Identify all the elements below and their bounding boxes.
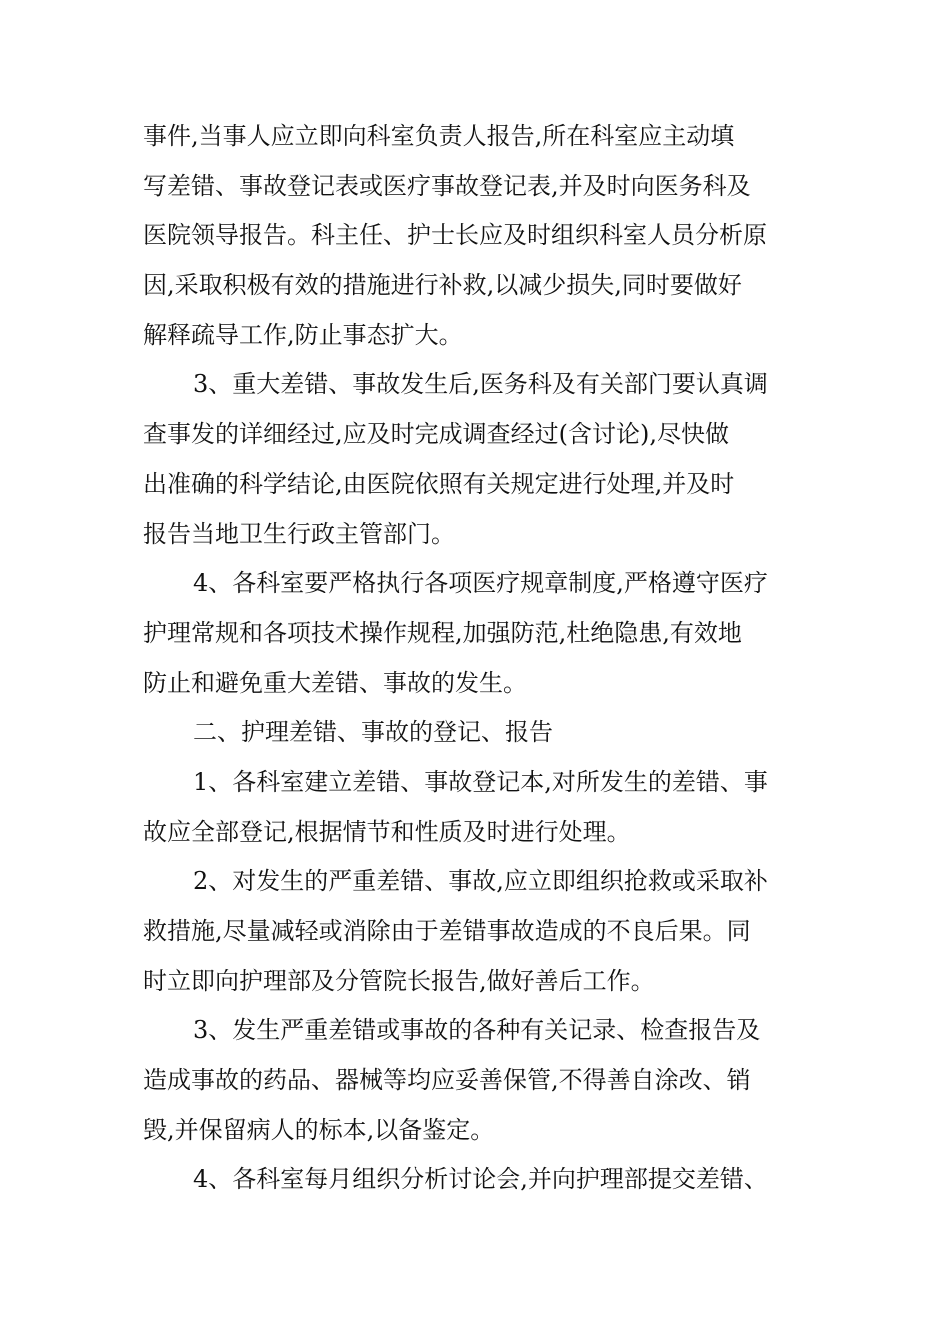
text-line: 出准确的科学结论,由医院依照有关规定进行处理,并及时: [143, 469, 735, 498]
text-line: 医院领导报告。科主任、护士长应及时组织科室人员分析原: [143, 221, 767, 250]
text-line: 因,采取积极有效的措施进行补救,以减少损失,同时要做好: [143, 271, 742, 300]
text-line: 故应全部登记,根据情节和性质及时进行处理。: [143, 817, 631, 846]
paragraph-start-line: 4、各科室要严格执行各项医疗规章制度,严格遵守医疗: [193, 569, 768, 598]
section-heading: 二、护理差错、事故的登记、报告: [193, 718, 553, 747]
text-line: 查事发的详细经过,应及时完成调查经过(含讨论),尽快做: [143, 420, 729, 449]
paragraph-start-line: 2、对发生的严重差错、事故,应立即组织抢救或采取补: [193, 867, 768, 896]
text-line: 时立即向护理部及分管院长报告,做好善后工作。: [143, 966, 655, 995]
paragraph-start-line: 3、发生严重差错或事故的各种有关记录、检查报告及: [193, 1016, 761, 1045]
paragraph-start-line: 1、各科室建立差错、事故登记本,对所发生的差错、事: [193, 767, 768, 796]
text-line: 救措施,尽量减轻或消除由于差错事故造成的不良后果。同: [143, 917, 751, 945]
text-line: 报告当地卫生行政主管部门。: [143, 519, 455, 548]
text-line: 解释疏导工作,防止事态扩大。: [143, 320, 463, 349]
text-line: 防止和避免重大差错、事故的发生。: [143, 668, 527, 697]
paragraph-start-line: 3、重大差错、事故发生后,医务科及有关部门要认真调: [193, 370, 768, 399]
document-body: [143, 112, 823, 1205]
text-line: 护理常规和各项技术操作规程,加强防范,杜绝隐患,有效地: [143, 618, 742, 647]
text-line: 事件,当事人应立即向科室负责人报告,所在科室应主动填: [143, 122, 735, 150]
text-line: 造成事故的药品、器械等均应妥善保管,不得善自涂改、销: [143, 1066, 751, 1095]
paragraph-start-line: 4、各科室每月组织分析讨论会,并向护理部提交差错、: [193, 1165, 768, 1194]
text-line: 写差错、事故登记表或医疗事故登记表,并及时向医务科及: [143, 171, 751, 200]
text-line: 毁,并保留病人的标本,以备鉴定。: [143, 1115, 495, 1144]
